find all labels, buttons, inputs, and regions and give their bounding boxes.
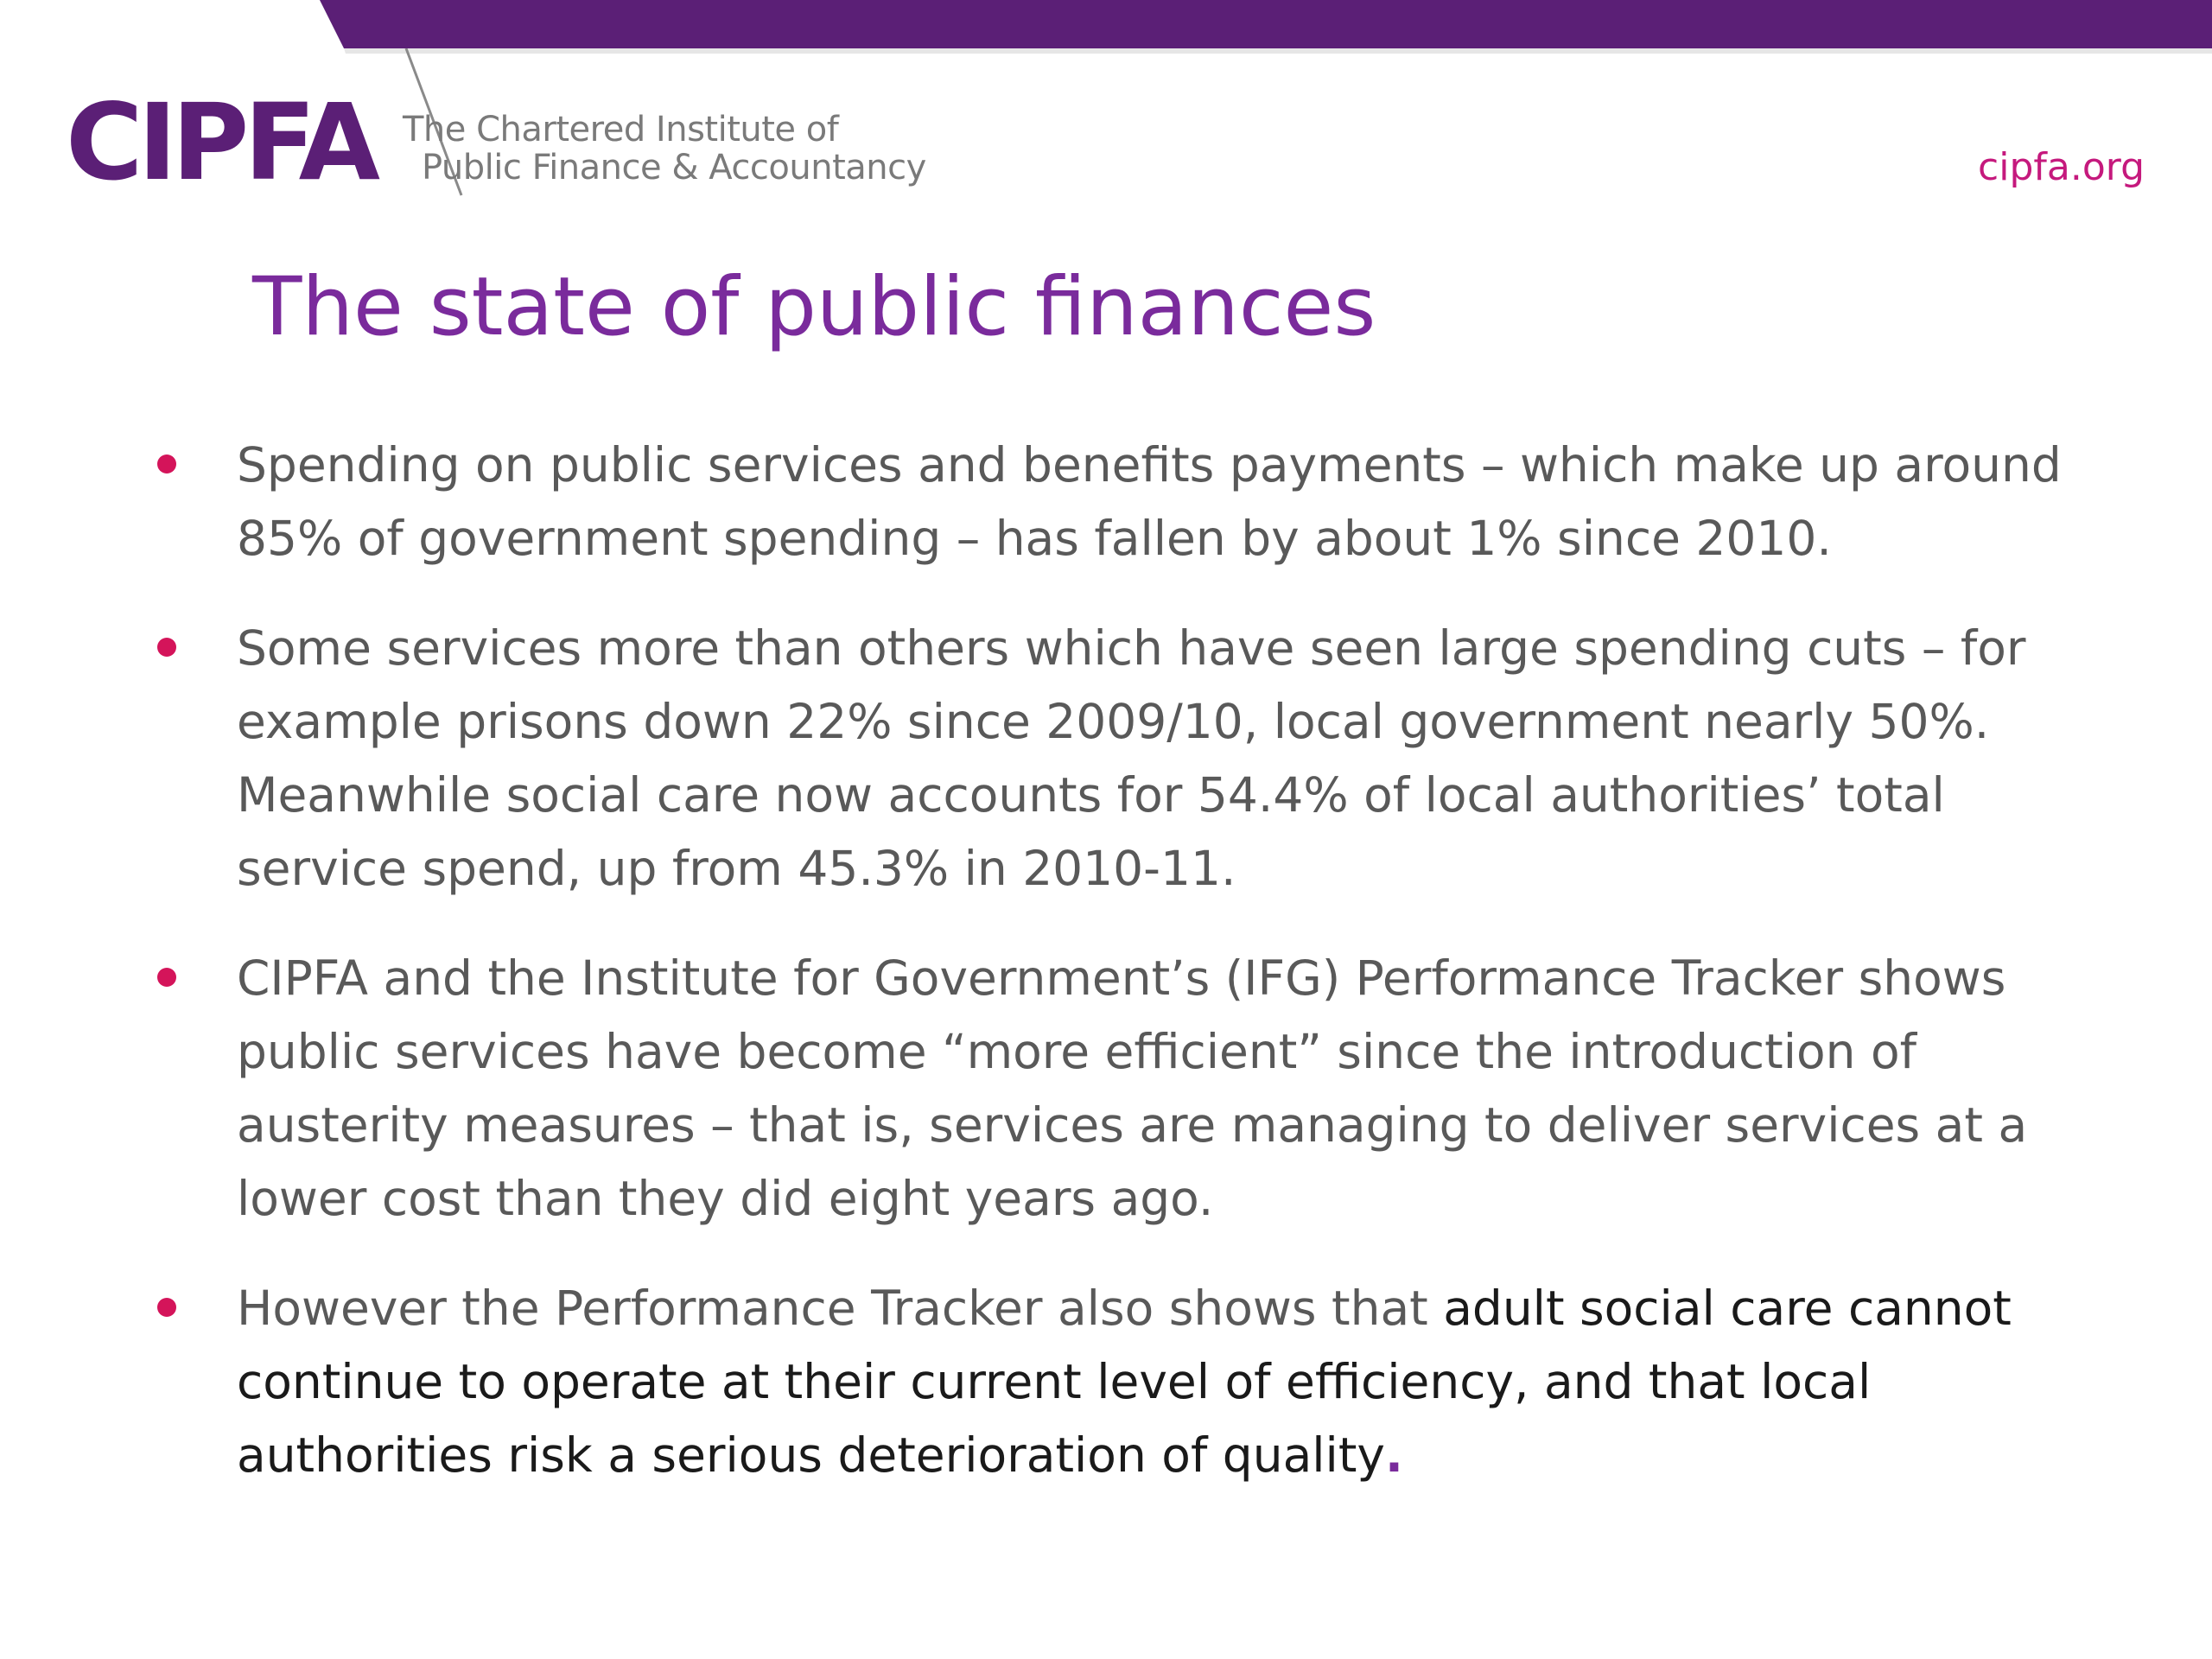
logo-subtitle — [403, 111, 926, 187]
bullet-icon — [157, 638, 176, 657]
bullet-item-service-cuts — [147, 612, 2074, 906]
cipfa-logo — [66, 81, 930, 204]
bullet-item-performance-tracker — [147, 942, 2074, 1236]
bullet-text-intro: However the Performance Tracker also shows that — [237, 1281, 1444, 1336]
bullet-text-emphasis: adult social care cannot continue to operate at their current level of efficiency, and that local authorities risk a serious deterioration of quality — [237, 1281, 2012, 1483]
bullet-text: CIPFA and the Institute for Government’s (IFG) Performance Tracker shows public services have become “more efficient” since the introduction of austerity measures – that is, services are managing to deliver services at a lower cost than they did eight years ago. — [237, 950, 2028, 1226]
logo-subtitle-line1: The Chartered Institute of — [403, 110, 839, 149]
top-band — [0, 0, 2212, 54]
bullet-text: Some services more than others which have seen large spending cuts – for example prisons down 22% since 2009/10, local government nearly 50%. Meanwhile social care now accounts for 54.4% of local authorities’ total service spend, up from 45.3% in 2010-11. — [237, 620, 2026, 896]
bullet-text-end: . — [1384, 1427, 1403, 1483]
bullet-icon — [157, 968, 176, 987]
site-url: cipfa.org — [1978, 145, 2145, 189]
bullet-icon — [157, 1298, 176, 1317]
bullet-text: Spending on public services and benefits payments – which make up around 85% of government spending – has fallen by about 1% since 2010. — [237, 437, 2062, 566]
bullet-item-spending — [147, 429, 2074, 575]
bullet-list — [147, 429, 2074, 1529]
bullet-icon — [157, 454, 176, 474]
logo-subtitle-line2: Public Finance & Accountancy — [422, 148, 926, 188]
bullet-item-adult-social-care — [147, 1272, 2074, 1492]
logo-mark: CIPFA — [66, 81, 376, 204]
slide-title: The state of public finances — [252, 260, 1376, 354]
